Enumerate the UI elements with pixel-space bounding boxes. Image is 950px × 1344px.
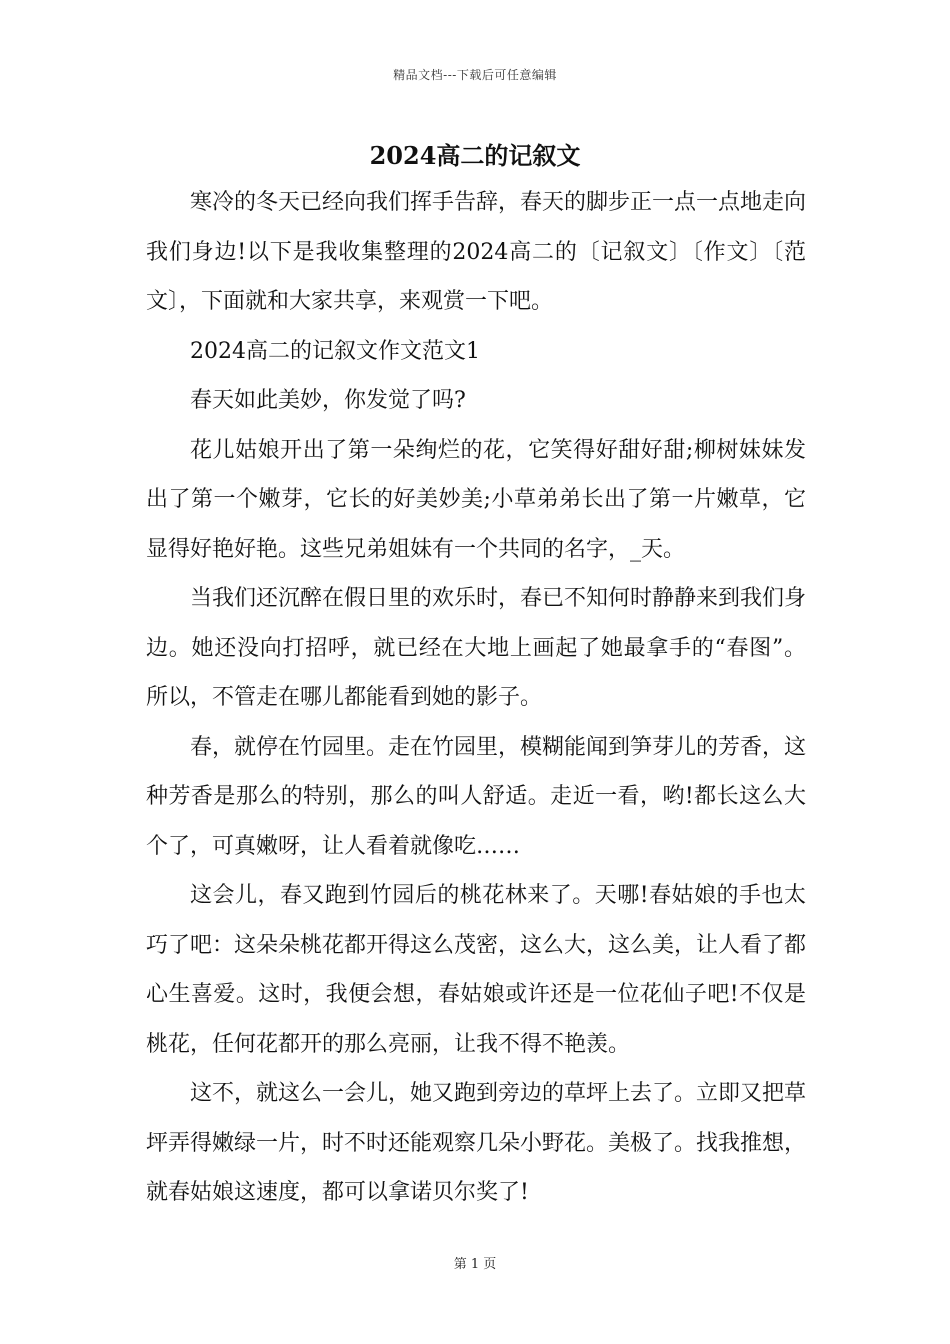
paragraph: 当我们还沉醉在假日里的欢乐时，春已不知何时静静来到我们身边。她还没向打招呼，就已经在大地上画起了她最拿手的“春图”。所以，不管走在哪儿都能看到她的影子。 (146, 586, 807, 710)
paragraph: 春，就停在竹园里。走在竹园里，模糊能闻到笋芽儿的芳香，这种芳香是那么的特别，那么的叫人舒适。走近一看，哟!都长这么大个了，可真嫩呀，让人看着就像吃…… (146, 734, 807, 859)
paragraph: 这会儿，春又跑到竹园后的桃花林来了。天哪!春姑娘的手也太巧了吧：这朵朵桃花都开得这么茂密，这么大，这么美，让人看了都心生喜爱。这时，我便会想，春姑娘或许还是一位花仙子吧!不仅是桃花，任何花都开的那么亮丽，让我不得不艳羡。 (146, 883, 807, 1057)
paragraph: 花儿姑娘开出了第一朵绚烂的花，它笑得好甜好甜;柳树妹妹发出了第一个嫩芽，它长的好美妙美;小草弟弟长出了第一片嫩草，它显得好艳好艳。这些兄弟姐妹有一个共同的名字，_天。 (146, 437, 806, 562)
document-body (146, 178, 806, 1218)
paragraph-intro: 寒冷的冬天已经向我们挥手告辞，春天的脚步正一点一点地走向我们身边!以下是我收集整理的2024高二的〔记叙文〕〔作文〕〔范文〕，下面就和大家共享，来观赏一下吧。 (146, 190, 807, 314)
page-header: 精品文档---下载后可任意编辑 (393, 68, 557, 82)
paragraph: 春天如此美妙，你发觉了吗? (190, 388, 466, 413)
page-number: 第 1 页 (453, 1257, 497, 1272)
paragraph-section-heading: 2024高二的记叙文作文范文1 (190, 338, 480, 364)
paragraph: 这不，就这么一会儿，她又跑到旁边的草坪上去了。立即又把草坪弄得嫩绿一片，时不时还能观察几朵小野花。美极了。找我推想，就春姑娘这速度，都可以拿诺贝尔奖了! (146, 1081, 807, 1205)
document-title: 2024高二的记叙文 (369, 141, 581, 170)
